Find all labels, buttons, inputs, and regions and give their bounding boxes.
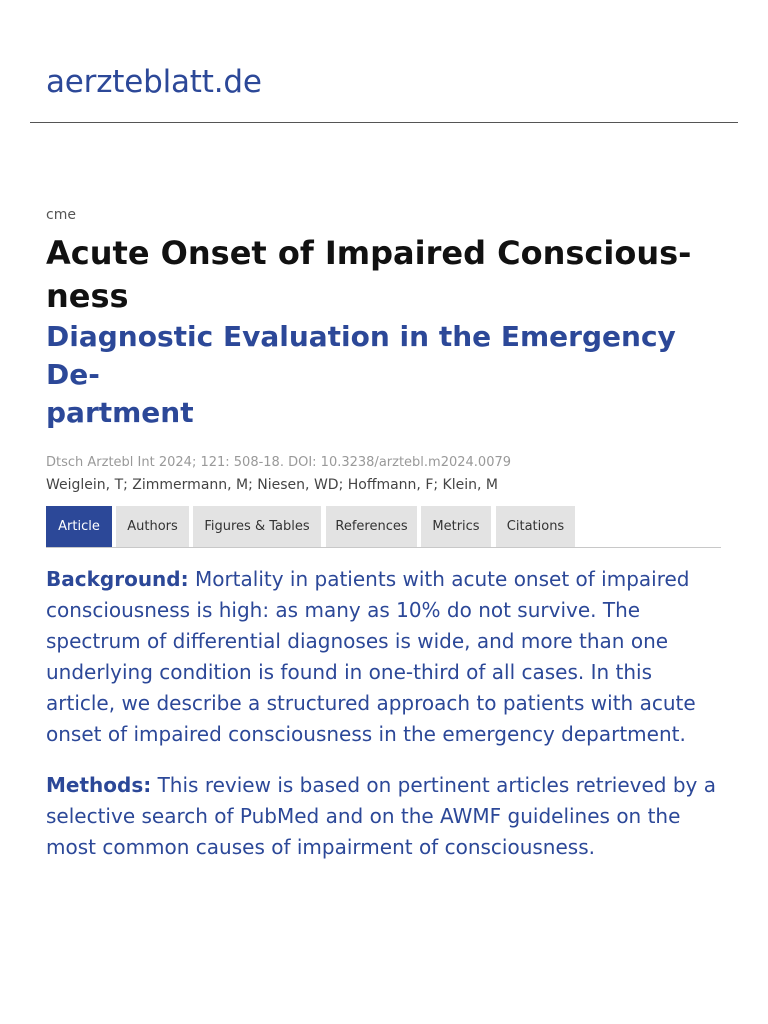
abstract-background bbox=[46, 564, 722, 750]
tab-citations[interactable]: Citations bbox=[496, 506, 575, 547]
article-category: cme bbox=[46, 207, 76, 223]
site-header bbox=[0, 0, 768, 123]
article-citation: Dtsch Arztebl Int 2024; 121: 508-18. DOI: 10.3238/arztebl.m2024.0079 bbox=[46, 455, 512, 470]
article-header bbox=[46, 200, 722, 496]
article-tabs bbox=[46, 506, 721, 548]
article-title-line2: ness bbox=[46, 277, 129, 315]
methods-text: This review is based on pertinent articles retrieved by a selective search of PubMed and on the AWMF guidelines on the most common causes of impairment of consciousness. bbox=[46, 773, 716, 859]
background-text: Mortality in patients with acute onset of impaired consciousness is high: as many as 10% do not survive. The spectrum of differential diagnoses is wide, and more than one underlying condition is found in one-third of all cases. In this article, we describe a structured approach to patients with acute onset of impaired consciousness in the emergency department. bbox=[46, 567, 696, 746]
header-divider bbox=[30, 122, 738, 123]
tab-authors[interactable]: Authors bbox=[116, 506, 189, 547]
methods-label: Methods: bbox=[46, 773, 152, 797]
tab-article[interactable]: Article bbox=[46, 506, 112, 547]
abstract bbox=[46, 564, 722, 883]
tab-references[interactable]: References bbox=[326, 506, 417, 547]
article-title bbox=[46, 232, 722, 318]
article-subtitle-line2: partment bbox=[46, 396, 194, 429]
background-label: Background: bbox=[46, 567, 189, 591]
article-subtitle-line1: Diagnostic Evaluation in the Emergency De- bbox=[46, 320, 676, 391]
tab-figures-tables[interactable]: Figures & Tables bbox=[193, 506, 321, 547]
tab-metrics[interactable]: Metrics bbox=[421, 506, 491, 547]
article-authors[interactable]: Weiglein, T; Zimmermann, M; Niesen, WD; Hoffmann, F; Klein, M bbox=[46, 477, 498, 493]
site-logo-link[interactable]: aerzteblatt.de bbox=[46, 64, 262, 100]
article-title-line1: Acute Onset of Impaired Conscious- bbox=[46, 234, 692, 272]
article-subtitle bbox=[46, 318, 722, 432]
abstract-methods bbox=[46, 770, 722, 863]
